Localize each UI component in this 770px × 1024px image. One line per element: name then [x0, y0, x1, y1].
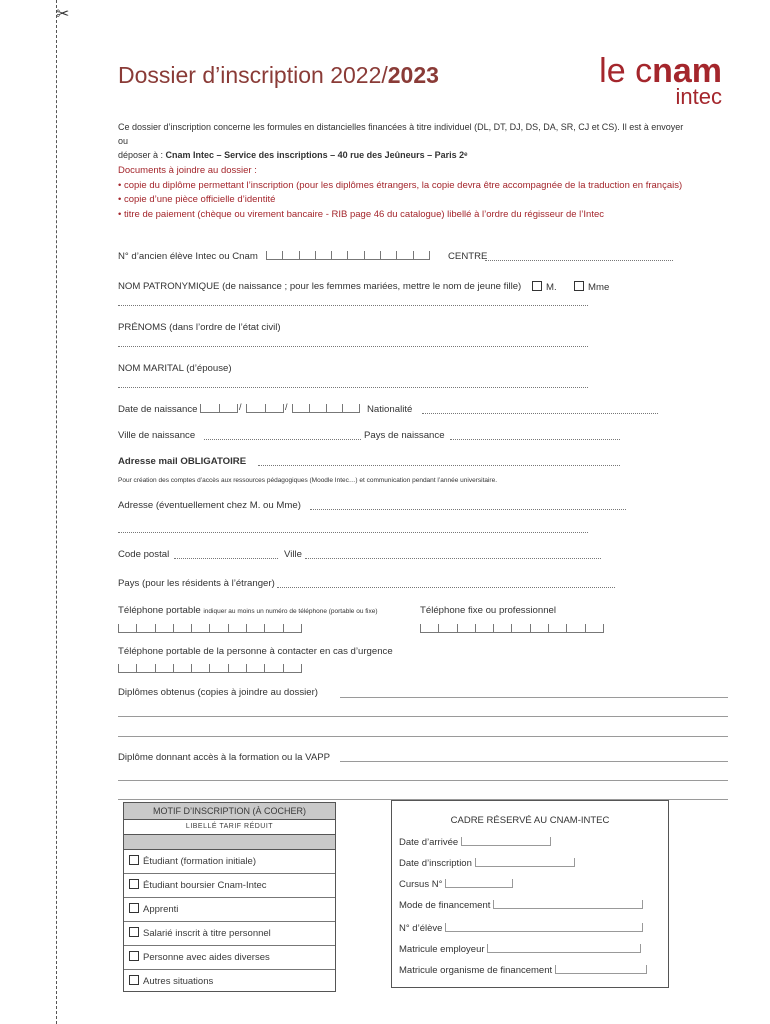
tel-urgence-label: Téléphone portable de la personne à contacter en cas d’urgence [118, 646, 393, 657]
ville-label: Ville [284, 549, 302, 560]
diplome-acces-label: Diplôme donnant accès à la formation ou la VAPP [118, 752, 331, 763]
checkbox-icon [532, 281, 542, 291]
mail-note: Pour création des comptes d’accès aux ressources pédagogiques (Moodle Intec…) et communication pendant l’année universitaire. [118, 477, 498, 484]
motif-spacer [124, 835, 335, 850]
tel-portable-label: Téléphone portable indiquer au moins un numéro de téléphone (portable ou fixe) [118, 605, 378, 616]
pays-label: Pays (pour les résidents à l’étranger) [118, 578, 275, 589]
cnam-intec-logo: le cnam intec [599, 52, 722, 109]
tel-fixe-input[interactable] [420, 624, 604, 633]
ancien-eleve-label: N° d’ancien élève Intec ou Cnam [118, 251, 258, 262]
pays-naissance-label: Pays de naissance [364, 430, 445, 441]
adresse-mail-label: Adresse mail OBLIGATOIRE [118, 456, 247, 467]
cadre-field-matricule-organisme: Matricule organisme de financement [399, 965, 647, 976]
motif-option[interactable]: Personne avec aides diverses [124, 946, 335, 970]
checkbox-icon [129, 927, 139, 937]
cadre-field-matricule-employeur: Matricule employeur [399, 944, 641, 955]
motif-option[interactable]: Étudiant boursier Cnam-Intec [124, 874, 335, 898]
centre-label: CENTRE [448, 251, 488, 262]
date-naissance-label: Date de naissance [118, 404, 198, 415]
motif-option[interactable]: Étudiant (formation initiale) [124, 850, 335, 874]
prenoms-label: PRÉNOMS (dans l’ordre de l’état civil) [118, 322, 281, 333]
diplomes-input-line2[interactable] [118, 716, 728, 717]
adresse-input-line2[interactable] [118, 532, 588, 533]
date-naissance-input[interactable]: / / [200, 404, 360, 413]
checkbox-icon [129, 903, 139, 913]
cadre-field-date-arrivee: Date d’arrivée [399, 837, 551, 848]
code-postal-label: Code postal [118, 549, 170, 560]
tel-fixe-label: Téléphone fixe ou professionnel [420, 605, 557, 616]
scissors-icon: ✂ [56, 6, 70, 23]
civilite-m-checkbox[interactable]: M. [532, 281, 557, 293]
motif-option[interactable]: Autres situations [124, 970, 335, 993]
document-item: • copie d’une pièce officielle d’identité [118, 194, 276, 205]
adresse-mail-input[interactable] [258, 465, 620, 466]
documents-title: Documents à joindre au dossier : [118, 165, 257, 176]
ancien-eleve-input[interactable] [266, 251, 430, 260]
pays-input[interactable] [277, 587, 615, 588]
adresse-input[interactable] [310, 509, 626, 510]
nationalite-input[interactable] [422, 413, 658, 414]
motif-subtitle: LIBELLÉ TARIF RÉDUIT [124, 820, 335, 835]
cut-line [56, 0, 57, 1024]
motif-inscription-table [123, 802, 336, 992]
nationalite-label: Nationalité [367, 404, 413, 415]
checkbox-icon [129, 951, 139, 961]
ville-naissance-input[interactable] [204, 439, 361, 440]
pays-naissance-input[interactable] [450, 439, 620, 440]
diplomes-label: Diplômes obtenus (copies à joindre au dossier) [118, 687, 318, 698]
cadre-title: CADRE RÉSERVÉ AU CNAM-INTEC [450, 815, 610, 826]
cadre-reserve-box [391, 800, 669, 988]
nom-patronymique-input[interactable] [118, 305, 588, 306]
diplome-acces-input-line2[interactable] [118, 780, 728, 781]
ville-input[interactable] [305, 558, 601, 559]
cadre-field-date-inscription: Date d’inscription [399, 858, 575, 869]
nom-patronymique-label: NOM PATRONYMIQUE (de naissance ; pour les femmes mariées, mettre le nom de jeune fille) [118, 281, 522, 292]
cadre-field-cursus: Cursus N° [399, 879, 513, 890]
checkbox-icon [129, 879, 139, 889]
cadre-field-numero-eleve: N° d’élève [399, 923, 643, 934]
ville-naissance-label: Ville de naissance [118, 430, 196, 441]
nom-marital-input[interactable] [118, 387, 588, 388]
motif-option[interactable]: Salarié inscrit à titre personnel [124, 922, 335, 946]
checkbox-icon [129, 975, 139, 985]
centre-input[interactable] [485, 260, 673, 261]
tel-portable-input[interactable] [118, 624, 302, 633]
adresse-label: Adresse (éventuellement chez M. ou Mme) [118, 500, 301, 511]
diplomes-input-line3[interactable] [118, 736, 728, 737]
checkbox-icon [574, 281, 584, 291]
diplomes-input[interactable] [340, 697, 728, 698]
intro-text: Ce dossier d’inscription concerne les formules en distancielles financées à titre individuel (DL, DT, DJ, DS, DA, SR, CJ et CS). Il est à envoyer ou déposer à : Cnam Intec – Service des inscriptions – 40 rue des Jeûneurs – Paris 2ᵉ [118, 122, 684, 160]
tel-urgence-input[interactable] [118, 664, 302, 673]
diplome-acces-input[interactable] [340, 761, 728, 762]
document-item: • titre de paiement (chèque ou virement bancaire - RIB page 46 du catalogue) libellé à l’ordre du régisseur de l’Intec [118, 208, 604, 220]
documents-list [118, 164, 682, 222]
checkbox-icon [129, 855, 139, 865]
motif-title: MOTIF D’INSCRIPTION (À COCHER) [124, 803, 335, 820]
motif-option[interactable]: Apprenti [124, 898, 335, 922]
civilite-mme-checkbox[interactable]: Mme [574, 281, 609, 293]
document-item: • copie du diplôme permettant l’inscription (pour les diplômes étrangers, la copie devra être accompagnée de la traduction en français) [118, 179, 683, 191]
nom-marital-label: NOM MARITAL (d’épouse) [118, 363, 232, 374]
prenoms-input[interactable] [118, 346, 588, 347]
page-title: Dossier d’inscription 2022/2023 [118, 62, 439, 88]
code-postal-input[interactable] [174, 558, 278, 559]
cadre-field-mode-financement: Mode de financement [399, 900, 643, 911]
